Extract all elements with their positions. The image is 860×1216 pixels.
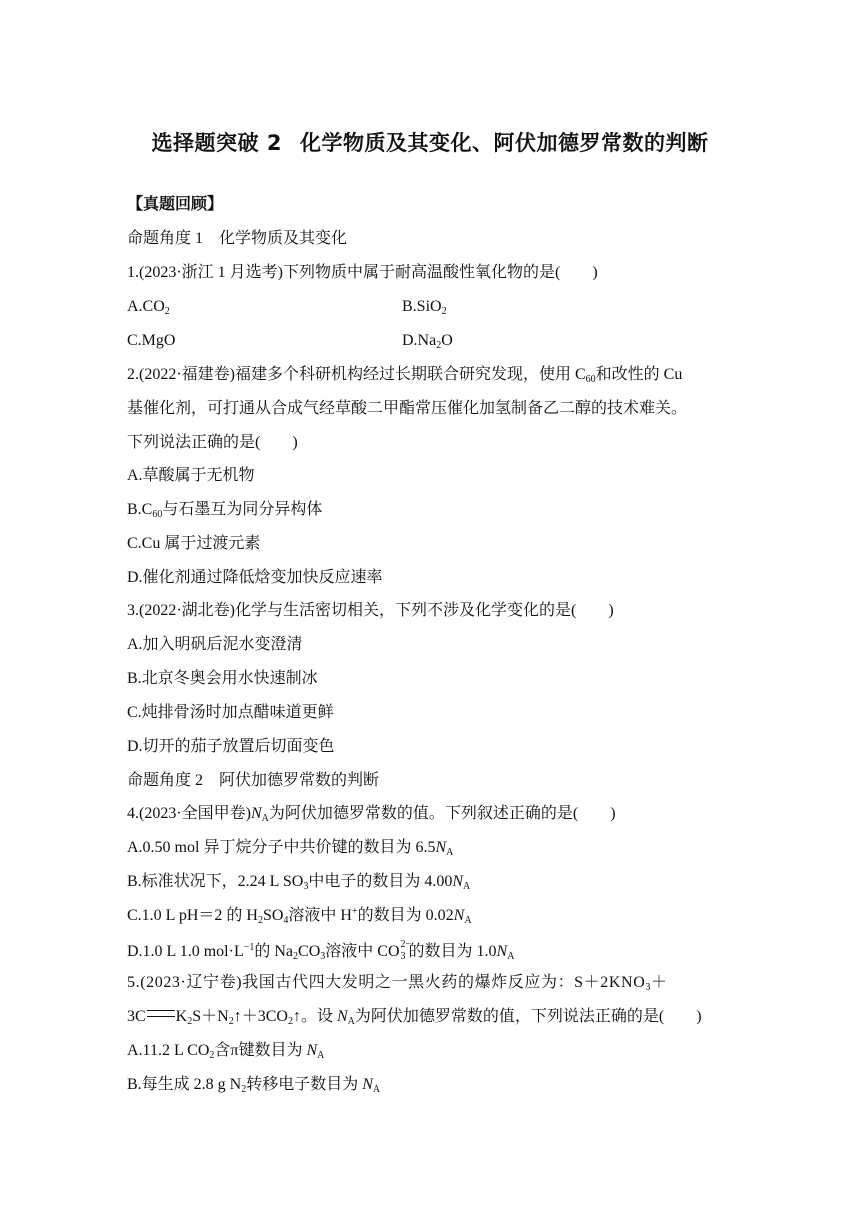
q2-option-c: C.Cu 属于过渡元素 (127, 535, 261, 552)
question-1-stem: 1.(2023·浙江 1 月选考)下列物质中属于耐高温酸性氧化物的是( ) (127, 264, 598, 281)
q3-option-d: D.切开的茄子放置后切面变色 (127, 738, 335, 755)
question-2-stem-line-3: 下列说法正确的是( ) (127, 434, 298, 451)
question-2-stem-line-2: 基催化剂，可打通从合成气经草酸二甲酯常压催化加氢制备乙二醇的技术难关。 (127, 400, 688, 417)
page-title: 选择题突破 2 化学物质及其变化、阿伏加德罗常数的判断 (151, 131, 709, 155)
q2-option-d: D.催化剂通过降低焓变加快反应速率 (127, 569, 383, 586)
q3-option-b: B.北京冬奥会用水快速制冰 (127, 670, 318, 687)
question-1-options-ab (127, 297, 447, 317)
q1-option-d: $D.Na_2O$ (402, 332, 453, 351)
double-line-equals-sign (147, 1010, 175, 1017)
topic-angle-1: 命题角度 1 化学物质及其变化 (127, 230, 348, 247)
q1-option-a: $A.CO_2$ (127, 298, 170, 317)
carbonate-ion-charge: 2− 3 (400, 939, 412, 962)
question-1-options-cd (127, 331, 453, 351)
q3-option-a: A.加入明矾后泥水变澄清 (127, 636, 303, 653)
q4-option-b: B.标准状况下，2.24 L $SO_3$中电子的数目为 $4.00N_A$ (127, 873, 471, 892)
q2-option-a: A.草酸属于无机物 (127, 467, 255, 484)
q1-option-b: B.SiO$_2$ (402, 298, 447, 317)
q1-option-c: C.MgO (127, 332, 176, 349)
q2-option-b: $B.C_{60}$与石墨互为同分异构体 (127, 501, 323, 520)
q5-option-a: A.11.2 L $CO_2$含π键数目为 $N_A$ (127, 1042, 325, 1061)
question-5-stem-line-1: 5.(2023·辽宁卷)我国古代四大发明之一黑火药的爆炸反应为：$S+2KNO_3+$ (127, 974, 668, 993)
question-2-stem-line-1: 2.(2022·福建卷)福建多个科研机构经过长期联合研究发现，使用 $C_{60}$和改性的 Cu (127, 366, 683, 385)
q5-option-b: B.每生成 2.8 g $N_2$转移电子数目为 $N_A$ (127, 1076, 381, 1095)
question-5-stem-line-2: 3C $K_2S+N_2↑+3CO_2↑$。设 $N_A$为阿伏加德罗常数的值，下列说法正确的是( ) (127, 1008, 702, 1027)
section-heading: 【真题回顾】 (127, 196, 224, 213)
topic-angle-2: 命题角度 2 阿伏加德罗常数的判断 (127, 772, 380, 789)
question-3-stem: 3.(2022·湖北卷)化学与生活密切相关，下列不涉及化学变化的是( ) (127, 602, 614, 619)
q3-option-c: C.炖排骨汤时加点醋味道更鲜 (127, 704, 334, 721)
q4-option-d: D.1.0 L 1.0 $mol\cdot L^{-1}$的 $Na_2CO_3$溶液中 CO 2− 3 的数目为 $1.0N_A$ (127, 939, 515, 962)
q4-option-c: C.1.0 L pH＝2 的 $H_2SO_4$溶液中 H+的数目为 $0.02N_A$ (127, 906, 472, 926)
q4-option-a: A.0.50 mol 异丁烷分子中共价键的数目为 $6.5N_A$ (127, 839, 454, 858)
question-4-stem: 4.(2023·全国甲卷)$N_A$为阿伏加德罗常数的值。下列叙述正确的是( ) (127, 805, 616, 824)
